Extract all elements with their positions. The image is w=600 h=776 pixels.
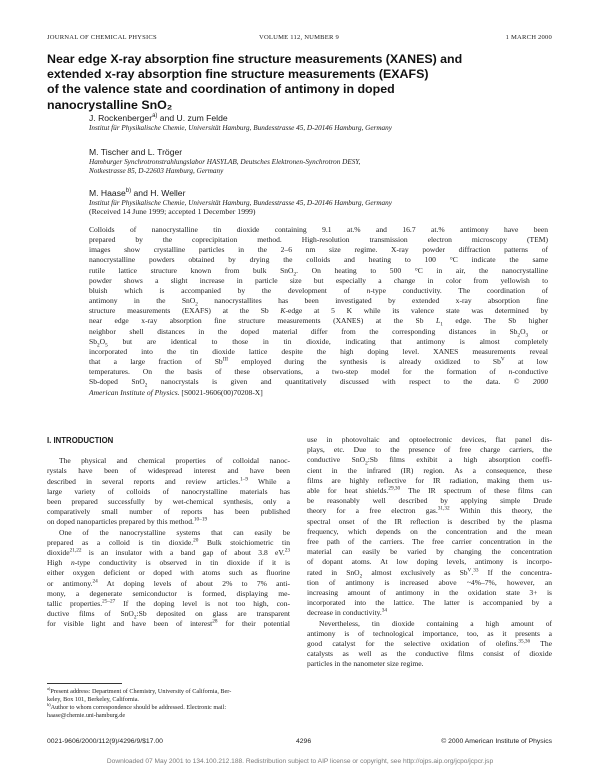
page-footer [47,738,552,748]
abstract-line: nanocrystalline powders obtained by drying the colloids and heating to 100 °C indicate the same [89,255,548,265]
body-text-line: on doped nanoparticles prepared by this method.$^{10-19}$ [47,516,208,527]
abstract-line: temperatures. On the basis of these observations, a two-step model for the formation of n-conductive [89,367,548,377]
author-names: J. Rockenberger$^{a)}$ and U. zum Felde [89,113,228,123]
abstract-line: neighbor shell distances in the doped material differ from the corresponding distances in $Sb_2O_3$ or [89,326,548,339]
volume-number: VOLUME 112, NUMBER 9 [259,34,339,41]
body-text-line: High n-type conductivity is observed in tin dioxide if it is [47,558,291,568]
abstract-line: bluish which is accompanied by the development of n-type conductivity. The coordination of [89,285,548,295]
body-text-line: or antimony.$^{24}$ At doping levels of about 2% to 7% anti- [47,578,291,588]
running-head [47,34,552,44]
left-column [47,436,290,630]
abstract-line: American Institute of Physics. [S0021-9606(00)70208-X] [89,387,263,397]
abstract-line: Colloids of nanocrystalline tin dioxide containing 9.1 at.% and 16.7 at.% antimony have been [89,225,548,234]
body-text-line: prepared as a colloid is tin dioxide.$^{20}$ Bulk stoichiometric tin [47,537,290,547]
footnote-line: $^{b)}$Author to whom correspondence should be addressed. Electronic mail: [47,701,227,711]
body-text-line: able for heat shields.$^{29,30}$ The IR spectrum of these films can [307,485,553,496]
abstract-line: powder shows a slight increase in particle size but especially a change in color from yellowish to [89,275,548,285]
body-text-line: been prepared successfully by wet-chemical synthesis, only a [47,497,290,507]
body-text-line: The physical and chemical properties of colloidal nanoc- [59,456,290,466]
author-affiliation: Institut für Physikalische Chemie, Universität Hamburg, Bundesstrasse 45, D-20146 Hamburg, Germany [89,198,392,207]
author-group [89,148,559,176]
abstract-line: rutile lattice structure known from bulk SnO$_2$. On heating to 500 °C in air, the nanocrystalline [89,265,548,278]
body-text-line: good catalyst for the selective oxidation of olefins.$^{35,36}$ The [307,638,553,649]
footnote-line: haase@chemie.uni-hamburg.de [47,712,126,719]
abstract-line: images show crystalline particles in the 2–6 nm size regime. X-ray powder diffraction patterns of [89,245,548,255]
body-text-line: either oxygen deficient or doped with atoms such as fluorine [47,568,290,578]
body-text-line: cient in the infrared (IR) region. As a consequence, these [307,465,552,475]
article-title [47,52,547,113]
body-text-line: ductive films of SnO$_2$:Sb deposited on glass are transparent [47,609,290,621]
body-text-line: dioxide$^{21,22}$ is an insulator with a band gap of about 3.8 eV.$^{23}$ [47,547,290,558]
author-affiliation: Hamburger Synchrotronstrahlungslabor HASYLAB, Deutsches Elektronen-Synchrotron DESY, [89,157,361,166]
title-line: Near edge X-ray absorption fine structure measurements (XANES) and [47,52,463,66]
right-column [307,435,552,670]
body-text-line: Nevertheless, tin dioxide containing a high amount of [319,618,552,628]
body-text-line: comparatively small number of reports has been published [47,507,290,517]
body-text-line: tion of antimony is increased above ~4%–7%, however, an [307,577,552,587]
received-dates: (Received 14 June 1999; accepted 1 December 1999) [89,207,256,216]
body-text-line: for visible light and have been of interest$^{28}$ for their potential [47,618,290,629]
body-text-line: frequency, which depends on the concentration and the mean [307,526,552,536]
footnote-line: $^{a)}$Present address: Department of Chemistry, University of California, Ber- [47,685,232,695]
abstract-line: prepared by the coprecipitation method. High-resolution transmission electron microscopy (TEM) [89,235,548,245]
body-text-line: theory for a free electron gas.$^{31,32}$ Within this theory, the [307,505,552,516]
section-heading: I. INTRODUCTION [47,436,114,445]
author-names: M. Tischer and L. Tröger [89,147,183,157]
footnote-separator [47,683,122,684]
body-text-line: mony, a degenerate semiconductor is formed, displaying me- [47,588,290,598]
abstract-line: near edge x-ray absorption fine structure measurements (XANES) at the Sb $L_1$ edge. The Sb higher [89,316,548,328]
author-names: M. Haase$^{b)}$ and H. Weller [89,188,186,198]
title-line: extended x-ray absorption fine structure measurements (EXAFS) [47,67,429,82]
abstract-line: incorporated into the tin dioxide lattice despite the high doping level. XANES measurements reveal [89,346,548,356]
body-text-line: conductive SnO$_2$:Sb films exhibit a high absorption coeffi- [307,455,552,467]
right-column-text [307,435,552,670]
body-text-line: particles in the nanometer size regime. [307,659,424,669]
body-text-line: of dopant atoms. At low doping levels, antimony is incorpo- [307,557,552,567]
footnote-line: keley, Box 101, Berkeley, California. [47,696,139,703]
download-notice: Downloaded 07 May 2001 to 134.100.212.188. Redistribution subject to AIP license or copyright, see http://ojps.aip.org/jcpo/jcpcr.jsp [106,758,494,765]
left-column-text [47,456,290,629]
body-text-line: rystals have been of widespread interest and have been [47,466,290,476]
abstract [89,225,548,398]
body-text-line: catalysts as well as the conductive films consist of dioxide [307,649,552,659]
author-group [89,189,559,208]
journal-name: JOURNAL OF CHEMICAL PHYSICS [47,34,157,41]
article-code: 0021-9606/2000/112(9)/4296/9/$17.00 [47,738,163,745]
author-affiliation: Notkestrasse 85, D-22603 Hamburg, Germany [89,166,224,175]
body-text-line: spectral onset of the IR reflection is described by the plasma [307,516,552,526]
body-text-line: plays, etc. Due to the presence of free charge carriers, the [307,445,552,455]
abstract-line: that a large fraction of $Sb^{III}$ employed during the synthesis is already oxidized to $Sb^V$ at low [89,356,549,367]
author-group [89,114,559,133]
body-text-line: material can easily be varied by changing the concentration [307,547,552,557]
body-text-line: described in several reports and review articles.$^{1-9}$ While a [47,476,290,486]
body-text-line: use in photovoltaic and optoelectronic devices, flat panel dis- [307,435,552,444]
body-text-line: films are highly reflective for IR radiation, making them us- [307,475,552,485]
body-text-line: be reasonably well described by applying simple Drude [307,496,552,506]
body-text-line: antimony is of technological importance, too, as it presents a [307,628,552,638]
abstract-line: $Sb_2O_5$ but are identical to those in tin dioxide, indicating that antimony is almost completely [89,336,548,349]
body-text-line: tallic properties.$^{25-27}$ If the doping level is not too high, con- [47,598,290,609]
title-line: nanocrystalline SnO₂ [47,97,173,112]
abstract-line: structure measurements (EXAFS) at the Sb K-edge at 5 K while its valence state was determined by [89,306,549,316]
abstract-line: Sb-doped SnO$_2$ nanocrystals is given and quantitatively discussed with respect to the data. © 2000 [89,377,548,389]
body-text-line: decrease in conductivity.$^{34}$ [307,607,388,618]
author-affiliation: Institut für Physikalische Chemie, Universität Hamburg, Bundesstrasse 45, D-20146 Hamburg, Germany [89,123,392,132]
body-text-line: increasing amount of antimony in the oxidation state 3+ is [307,588,552,598]
title-line: of the valence state and coordination of antimony in doped [47,82,395,97]
body-text-line: free path of the carriers. The free carrier concentration in the [307,537,552,547]
body-text-line: One of the nanocrystalline systems that can easily be [59,527,290,537]
body-text-line: incorporated into the lattice. The latter is accompanied by a [307,598,552,608]
issue-date: 1 MARCH 2000 [505,34,552,41]
body-text-line: rated in SnO$_2$ almost exclusively as $Sb^V.^{33}$ If the concentra- [307,567,552,580]
footnote-text [47,685,290,720]
copyright-notice: © 2000 American Institute of Physics [441,738,552,745]
footnotes [47,683,290,720]
abstract-line: antimony in the SnO$_2$ nanocrystallites has been investigated by extended x-ray absorption fine [89,296,548,308]
page-number: 4296 [296,738,312,745]
body-text-line: large variety of colloids of nanocrystalline materials has [47,486,290,496]
